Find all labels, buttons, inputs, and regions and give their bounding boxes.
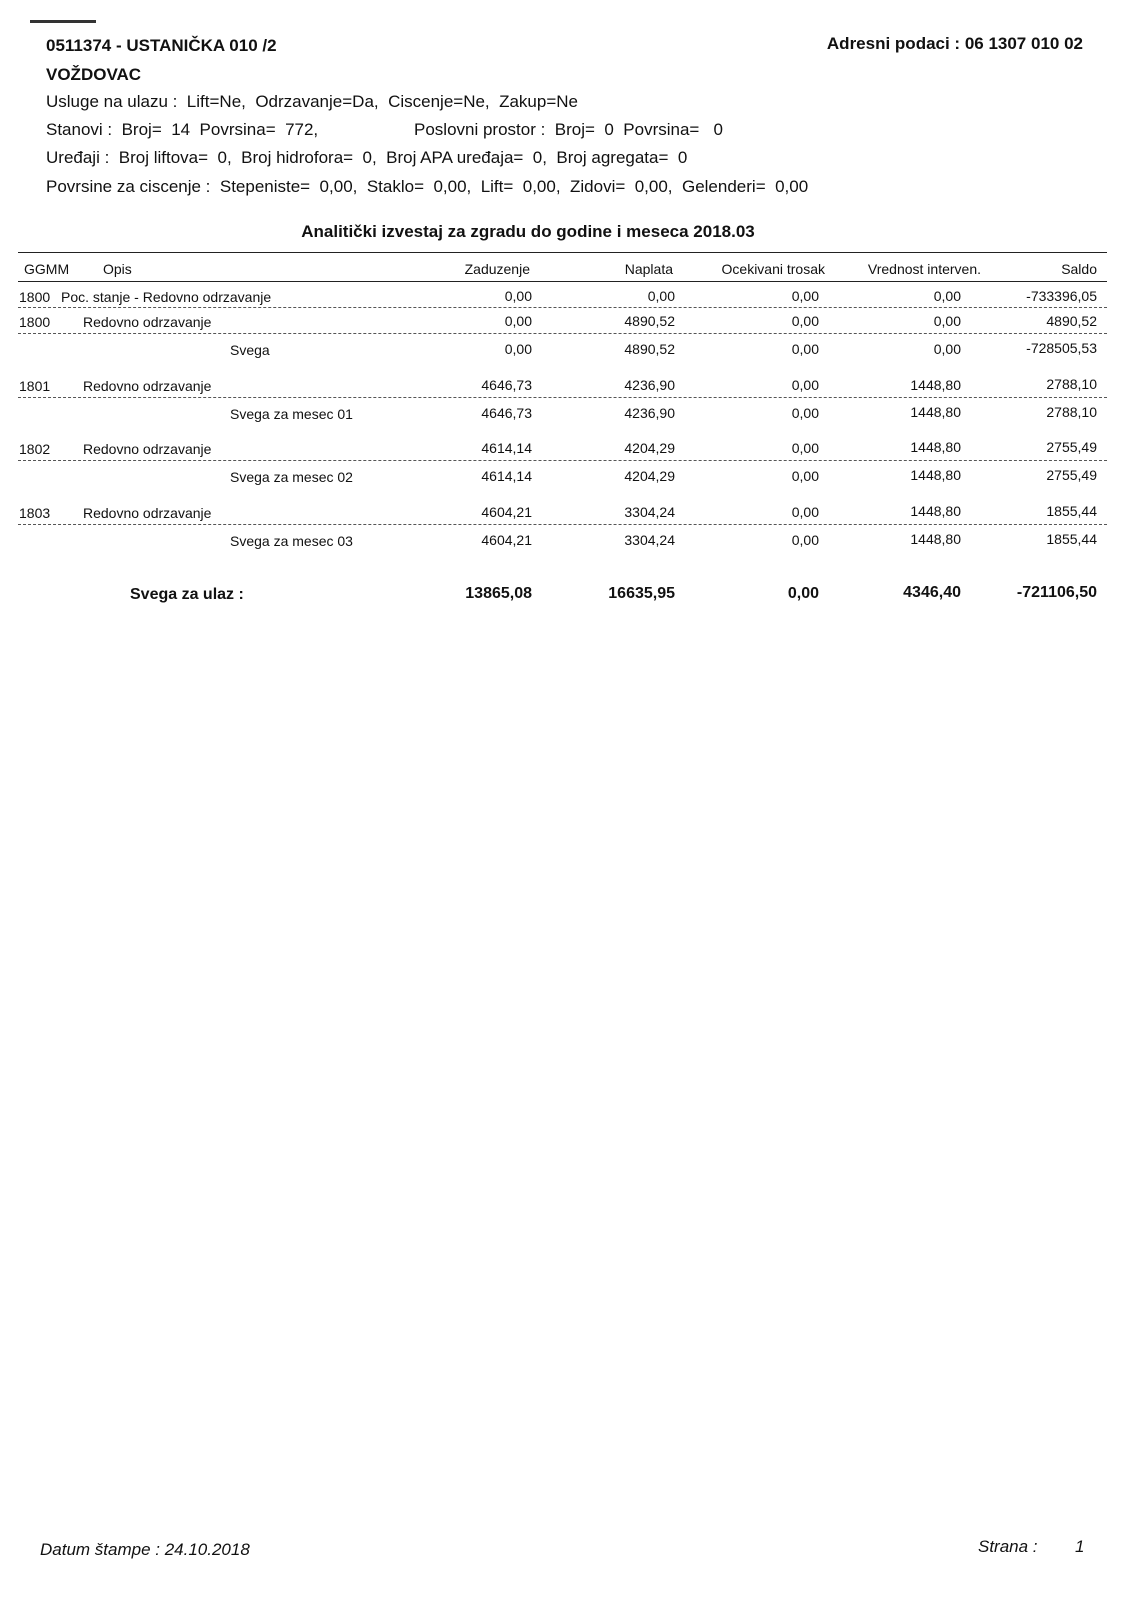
row-naplata: 4236,90 xyxy=(624,405,675,421)
col-opis: Opis xyxy=(103,261,132,277)
grand-total-vrednost: 4346,40 xyxy=(903,584,961,601)
row-zaduzenje: 4646,73 xyxy=(481,405,532,421)
grand-total-zaduzenje: 13865,08 xyxy=(465,585,532,602)
row-ggmm: 1802 xyxy=(19,441,51,457)
report-title: Analitički izvestaj za zgradu do godine i meseca 2018.03 xyxy=(301,222,755,241)
row-opis: Redovno odrzavanje xyxy=(83,441,212,457)
table-header-rule xyxy=(18,281,1107,282)
row-vrednost: 1448,80 xyxy=(910,377,961,393)
page-label: Strana : xyxy=(978,1537,1038,1556)
city-name: VOŽDOVAC xyxy=(46,65,142,84)
row-ggmm: 1800 xyxy=(19,314,51,330)
row-naplata: 4890,52 xyxy=(624,313,675,329)
row-opis: Poc. stanje - Redovno odrzavanje xyxy=(61,289,272,305)
row-ocekivani: 0,00 xyxy=(791,341,819,357)
col-naplata: Naplata xyxy=(624,261,673,277)
devices-line: Uređaji : Broj liftova= 0, Broj hidrofora= 0, Broj APA uređaja= 0, Broj agregata= 0 xyxy=(46,148,688,167)
business-line: Poslovni prostor : Broj= 0 Povrsina= 0 xyxy=(414,120,723,139)
apartments-line: Stanovi : Broj= 14 Povrsina= 772, xyxy=(46,120,319,139)
row-vrednost: 1448,80 xyxy=(910,503,961,519)
subtotal-label: Svega za mesec 02 xyxy=(230,469,353,485)
grand-total-ocekivani: 0,00 xyxy=(787,585,819,602)
col-ggmm: GGMM xyxy=(24,261,70,277)
subtotal-label: Svega za mesec 01 xyxy=(230,406,353,422)
col-vrednost: Vrednost interven. xyxy=(867,261,981,277)
row-opis: Redovno odrzavanje xyxy=(83,505,212,521)
row-ocekivani: 0,00 xyxy=(791,405,819,421)
row-vrednost: 1448,80 xyxy=(910,467,961,483)
row-naplata: 0,00 xyxy=(647,288,675,304)
row-naplata: 4890,52 xyxy=(624,341,675,357)
row-saldo: 2788,10 xyxy=(1046,376,1097,392)
row-vrednost: 0,00 xyxy=(933,288,961,304)
row-naplata: 4204,29 xyxy=(624,468,675,484)
row-ocekivani: 0,00 xyxy=(791,532,819,548)
row-vrednost: 0,00 xyxy=(933,313,961,329)
row-zaduzenje: 0,00 xyxy=(504,341,532,357)
grand-total-saldo: -721106,50 xyxy=(1016,584,1097,601)
row-divider xyxy=(18,333,1107,334)
row-saldo: 2755,49 xyxy=(1046,467,1097,483)
row-naplata: 4204,29 xyxy=(624,440,675,456)
row-saldo: 2788,10 xyxy=(1046,404,1097,420)
row-zaduzenje: 4614,14 xyxy=(481,440,532,456)
row-zaduzenje: 4604,21 xyxy=(481,532,532,548)
row-naplata: 3304,24 xyxy=(624,504,675,520)
scan-mark xyxy=(30,20,96,23)
print-date: Datum štampe : 24.10.2018 xyxy=(40,1540,250,1559)
row-zaduzenje: 0,00 xyxy=(504,288,532,304)
row-vrednost: 1448,80 xyxy=(910,531,961,547)
row-zaduzenje: 4604,21 xyxy=(481,504,532,520)
row-ggmm: 1800 xyxy=(19,289,51,305)
row-opis: Redovno odrzavanje xyxy=(83,378,212,394)
address-data: Adresni podaci : 06 1307 010 02 xyxy=(826,34,1083,53)
row-divider xyxy=(18,460,1107,461)
row-naplata: 4236,90 xyxy=(624,377,675,393)
row-saldo: 1855,44 xyxy=(1046,531,1097,547)
row-divider xyxy=(18,397,1107,398)
row-opis: Redovno odrzavanje xyxy=(83,314,212,330)
row-vrednost: 1448,80 xyxy=(910,439,961,455)
surfaces-line: Povrsine za ciscenje : Stepeniste= 0,00, Staklo= 0,00, Lift= 0,00, Zidovi= 0,00, Gelenderi= 0,00 xyxy=(46,177,809,196)
row-vrednost: 0,00 xyxy=(933,341,961,357)
row-ocekivani: 0,00 xyxy=(791,504,819,520)
subtotal-label: Svega xyxy=(230,342,270,358)
row-ocekivani: 0,00 xyxy=(791,288,819,304)
row-saldo: 2755,49 xyxy=(1046,439,1097,455)
row-ggmm: 1803 xyxy=(19,505,51,521)
row-saldo: -728505,53 xyxy=(1026,340,1097,356)
row-vrednost: 1448,80 xyxy=(910,404,961,420)
row-ocekivani: 0,00 xyxy=(791,468,819,484)
subtotal-label: Svega za mesec 03 xyxy=(230,533,353,549)
col-zaduzenje: Zaduzenje xyxy=(464,261,530,277)
services-line: Usluge na ulazu : Lift=Ne, Odrzavanje=Da, Ciscenje=Ne, Zakup=Ne xyxy=(46,92,579,111)
row-ocekivani: 0,00 xyxy=(791,440,819,456)
col-ocekivani: Ocekivani trosak xyxy=(721,261,825,277)
row-saldo: 4890,52 xyxy=(1046,313,1097,329)
row-ocekivani: 0,00 xyxy=(791,377,819,393)
row-zaduzenje: 4646,73 xyxy=(481,377,532,393)
row-ocekivani: 0,00 xyxy=(791,313,819,329)
row-zaduzenje: 0,00 xyxy=(504,313,532,329)
col-saldo: Saldo xyxy=(1061,261,1097,277)
row-ggmm: 1801 xyxy=(19,378,51,394)
grand-total-naplata: 16635,95 xyxy=(608,585,675,602)
row-divider xyxy=(18,524,1107,525)
row-divider xyxy=(18,307,1107,308)
row-saldo: -733396,05 xyxy=(1026,288,1097,304)
row-zaduzenje: 4614,14 xyxy=(481,468,532,484)
row-naplata: 3304,24 xyxy=(624,532,675,548)
row-saldo: 1855,44 xyxy=(1046,503,1097,519)
grand-total-label: Svega za ulaz : xyxy=(130,586,244,603)
page-number: 1 xyxy=(1075,1537,1085,1556)
building-id: 0511374 - USTANIČKA 010 /2 xyxy=(46,36,277,55)
table-top-rule xyxy=(18,252,1107,253)
